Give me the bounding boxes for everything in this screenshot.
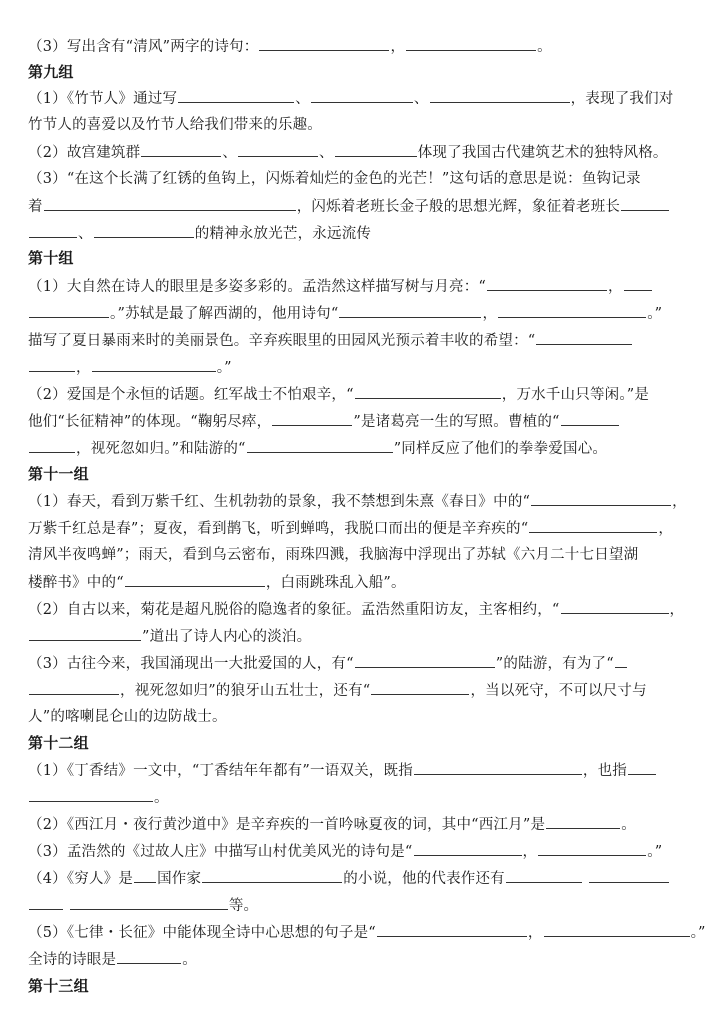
question-line: [28, 599, 684, 620]
answer-blank[interactable]: [134, 868, 156, 883]
line-text: ”是诸葛亮一生的写照。曹植的“: [353, 414, 560, 430]
line-text: （1）春天，看到万紫千红、生机勃勃的景象，我不禁想到朱熹《春日》中的“: [28, 494, 531, 510]
question-line: [28, 895, 258, 916]
line-text: 竹节人的喜爱以及竹节人给我们带来的乐趣。: [28, 117, 322, 133]
answer-blank[interactable]: [561, 599, 669, 614]
question-line: [28, 707, 227, 727]
line-text: 。”: [690, 925, 706, 941]
line-text: 描写了夏日暴雨来时的美丽景色。辛弃疾眼里的田园风光预示着丰收的希望：“: [28, 333, 536, 349]
line-text: 楼醉书》中的“: [28, 575, 124, 591]
line-text: ，当以死守，不可以尺寸与: [470, 683, 647, 699]
line-text: （2）《西江月・夜行黄沙道中》是辛弃疾的一首吟咏夏夜的词，其中“西江月”是: [28, 817, 546, 833]
line-text: 。: [621, 817, 636, 833]
line-text: 、: [319, 145, 334, 161]
question-line: [28, 572, 406, 593]
answer-blank[interactable]: [70, 895, 228, 910]
line-text: 体现了我国古代建筑艺术的独特风格。: [417, 145, 668, 161]
line-text: （5）《七律・长征》中能体现全诗中心思想的句子是“: [28, 925, 376, 941]
line-text: 。”: [647, 306, 663, 322]
line-text: ，: [672, 494, 687, 510]
question-line: [28, 868, 670, 889]
section-heading: [28, 248, 74, 268]
answer-blank[interactable]: [371, 680, 469, 695]
answer-blank[interactable]: [538, 841, 646, 856]
question-line: [28, 626, 311, 647]
line-text: ，也指: [582, 763, 628, 779]
answer-blank[interactable]: [44, 196, 296, 211]
answer-blank[interactable]: [29, 303, 109, 318]
answer-blank[interactable]: [238, 142, 318, 157]
line-text: 、: [222, 145, 238, 161]
answer-blank[interactable]: [202, 868, 342, 883]
answer-blank[interactable]: [355, 384, 501, 399]
line-text: ，: [527, 925, 543, 941]
answer-blank[interactable]: [624, 276, 652, 291]
question-line: [28, 518, 673, 539]
answer-blank[interactable]: [621, 196, 669, 211]
section-heading: [28, 464, 89, 484]
line-text: ，白雨跳珠乱入船”。: [265, 575, 406, 591]
question-line: [28, 653, 628, 674]
answer-blank[interactable]: [544, 922, 690, 937]
line-text: ”道出了诗人内心的淡泊。: [142, 629, 312, 645]
answer-blank[interactable]: [406, 36, 536, 51]
answer-blank[interactable]: [29, 357, 75, 372]
line-text: 万紫千红总是春”；夏夜，看到鹊飞，听到蝉鸣，我脱口而出的便是辛弃疾的“: [28, 521, 529, 537]
line-text: 。”: [216, 360, 232, 376]
line-text: ”同样反应了他们的拳拳爱国心。: [393, 441, 608, 457]
line-text: （1）《丁香结》一文中，“丁香结年年都有”一语双关，既指: [28, 763, 413, 779]
line-text: ，: [76, 360, 91, 376]
question-line: [28, 760, 657, 781]
line-text: （2）故宫建筑群: [28, 145, 141, 161]
answer-blank[interactable]: [29, 223, 77, 238]
answer-blank[interactable]: [94, 223, 194, 238]
question-line: [28, 115, 322, 135]
line-text: ，: [390, 39, 406, 55]
question-line: [28, 223, 371, 244]
answer-blank[interactable]: [506, 868, 582, 883]
answer-blank[interactable]: [414, 841, 522, 856]
line-text: 的精神永放光芒，永远流传: [194, 226, 372, 242]
line-text: （2）自古以来，菊花是超凡脱俗的隐逸者的象征。孟浩然重阳访友，主客相约，“: [28, 602, 560, 618]
line-text: 、: [413, 91, 429, 107]
answer-blank[interactable]: [561, 411, 619, 426]
line-text: 第十组: [28, 249, 74, 267]
line-text: （1）《竹节人》通过写: [28, 91, 178, 107]
line-text: ，表现了我们对: [570, 91, 674, 107]
line-text: 。: [154, 790, 169, 806]
answer-blank[interactable]: [589, 868, 669, 883]
question-line: [28, 438, 607, 459]
line-text: （3）写出含有“清风”两字的诗句：: [28, 39, 259, 55]
section-heading: [28, 733, 89, 753]
line-text: 等。: [228, 898, 259, 914]
question-line: [28, 680, 647, 701]
question-line: [28, 142, 668, 163]
line-text: ，: [658, 521, 674, 537]
line-text: 、: [78, 226, 93, 242]
line-text: 国作家: [157, 871, 202, 887]
question-line: [28, 357, 232, 378]
answer-blank[interactable]: [529, 518, 657, 533]
line-text: 着: [28, 199, 43, 215]
line-text: 全诗的诗眼是: [28, 952, 117, 968]
question-line: [28, 545, 638, 565]
question-line: [28, 491, 687, 512]
line-text: （1）大自然在诗人的眼里是多姿多彩的。孟浩然这样描写树与月亮：“: [28, 279, 487, 295]
line-text: 。: [182, 952, 197, 968]
line-text: （3）孟浩然的《过故人庄》中描写山村优美风光的诗句是“: [28, 844, 413, 860]
answer-blank[interactable]: [117, 949, 181, 964]
line-text: 第十三组: [28, 977, 89, 995]
line-text: 。”苏轼是最了解西湖的，他用诗句“: [110, 306, 339, 322]
question-line: [28, 303, 662, 324]
answer-blank[interactable]: [355, 653, 495, 668]
question-line: [28, 841, 662, 862]
line-text: ，万水千山只等闲。”是: [501, 387, 650, 403]
answer-blank[interactable]: [498, 303, 646, 318]
answer-blank[interactable]: [311, 88, 413, 103]
answer-blank[interactable]: [29, 895, 63, 910]
answer-blank[interactable]: [259, 36, 389, 51]
line-text: 他们“长征精神”的体现。“鞠躬尽瘁，: [28, 414, 272, 430]
question-line: [28, 36, 552, 57]
answer-blank[interactable]: [92, 357, 216, 372]
line-text: 、: [295, 91, 310, 107]
line-text: 第九组: [28, 63, 74, 81]
answer-blank[interactable]: [29, 626, 141, 641]
answer-blank[interactable]: [628, 760, 656, 775]
question-line: [28, 949, 197, 970]
answer-blank[interactable]: [546, 814, 620, 829]
question-line: [28, 384, 649, 405]
answer-blank[interactable]: [178, 88, 294, 103]
question-line: [28, 787, 169, 808]
line-text: 第十一组: [28, 465, 89, 483]
question-line: [28, 922, 706, 943]
question-line: [28, 330, 633, 351]
line-text: （4）《穷人》是: [28, 871, 134, 887]
question-line: [28, 169, 641, 189]
line-text: （2）爱国是个永恒的话题。红军战士不怕艰辛，“: [28, 387, 354, 403]
line-text: ，视死忽如归。”和陆游的“: [76, 441, 246, 457]
line-text: ，闪烁着老班长金子般的思想光辉，象征着老班长: [296, 199, 621, 215]
line-text: 。”: [647, 844, 663, 860]
question-line: [28, 276, 653, 297]
answer-blank[interactable]: [430, 88, 570, 103]
line-text: [64, 898, 69, 914]
line-text: ，: [482, 306, 498, 322]
answer-blank[interactable]: [377, 922, 527, 937]
answer-blank[interactable]: [615, 653, 627, 668]
question-line: [28, 411, 620, 432]
line-text: 人”的喀喇昆仑山的边防战士。: [28, 709, 227, 725]
question-line: [28, 88, 674, 109]
section-heading: [28, 62, 74, 82]
answer-blank[interactable]: [335, 142, 417, 157]
line-text: [583, 871, 588, 887]
answer-blank[interactable]: [29, 438, 75, 453]
line-text: 。: [537, 39, 552, 55]
line-text: ”的陆游，有为了“: [495, 656, 614, 672]
answer-blank[interactable]: [536, 330, 632, 345]
line-text: 清风半夜鸣蝉”；雨天，看到乌云密布，雨珠四溅，我脑海中浮现出了苏轼《六月二十七日望湖: [28, 547, 639, 563]
answer-blank[interactable]: [414, 760, 582, 775]
line-text: （3）古往今来，我国涌现出一大批爱国的人，有“: [28, 656, 354, 672]
answer-blank[interactable]: [29, 787, 153, 802]
answer-blank[interactable]: [247, 438, 393, 453]
line-text: ，视死忽如归”的狼牙山五壮士，还有“: [120, 683, 371, 699]
answer-blank[interactable]: [29, 680, 119, 695]
question-line: [28, 196, 670, 217]
answer-blank[interactable]: [531, 491, 671, 506]
line-text: ，: [669, 602, 685, 618]
answer-blank[interactable]: [125, 572, 265, 587]
line-text: （3）“在这个长满了红锈的鱼钩上，闪烁着灿烂的金色的光芒！”这句话的意思是说：鱼钩记录: [28, 171, 641, 187]
line-text: 的小说，他的代表作还有: [343, 871, 505, 887]
answer-blank[interactable]: [487, 276, 607, 291]
answer-blank[interactable]: [141, 142, 221, 157]
line-text: ，: [608, 279, 623, 295]
line-text: ，: [522, 844, 538, 860]
line-text: 第十二组: [28, 734, 89, 752]
answer-blank[interactable]: [272, 411, 352, 426]
question-line: [28, 814, 636, 835]
answer-blank[interactable]: [339, 303, 481, 318]
section-heading: [28, 976, 89, 996]
